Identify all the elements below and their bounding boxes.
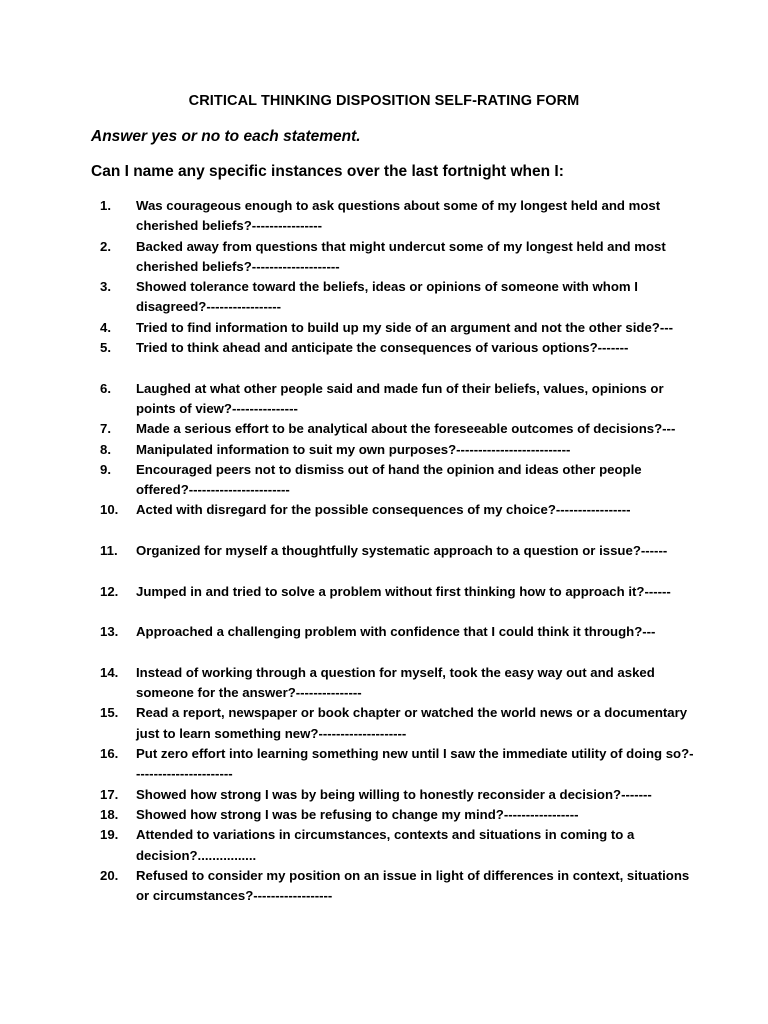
statement-text: Acted with disregard for the possible consequences of my choice?----------------- — [136, 502, 631, 518]
statement-text: Manipulated information to suit my own purposes?-------------------------- — [136, 441, 571, 457]
statement-number: 13. — [100, 624, 119, 640]
statement-text: Showed tolerance toward the beliefs, ideas or opinions of someone with whom I disagreed?----------------- — [136, 279, 638, 315]
statement-text: Read a report, newspaper or book chapter or watched the world news or a documentary just to learn something new?-------------------- — [136, 705, 688, 741]
statement-text: Attended to variations in circumstances, contexts and situations in coming to a decision?................ — [136, 827, 635, 863]
statement-item — [0, 744, 768, 785]
statement-number: 16. — [100, 746, 119, 762]
statement-text: Made a serious effort to be analytical about the foreseeable outcomes of decisions?--- — [136, 421, 676, 437]
statement-list — [0, 196, 768, 906]
statement-text: Tried to think ahead and anticipate the consequences of various options?------- — [136, 340, 629, 356]
statement-item — [0, 277, 768, 318]
statement-item — [0, 460, 768, 501]
statement-number: 15. — [100, 705, 119, 721]
statement-number: 10. — [100, 502, 119, 518]
statement-number: 17. — [100, 786, 119, 802]
instruction-text: Answer yes or no to each statement. — [91, 128, 361, 145]
statement-text: Organized for myself a thoughtfully systematic approach to a question or issue?------ — [136, 543, 668, 559]
statement-item — [0, 237, 768, 278]
prompt-text: Can I name any specific instances over the last fortnight when I: — [91, 163, 564, 180]
statement-number: 14. — [100, 664, 119, 680]
statement-text: Tried to find information to build up my side of an argument and not the other side?--- — [136, 319, 674, 335]
statement-text: Jumped in and tried to solve a problem without first thinking how to approach it?------ — [136, 583, 671, 599]
statement-text: Encouraged peers not to dismiss out of hand the opinion and ideas other people offered?----------------------- — [136, 461, 642, 498]
statement-number: 18. — [100, 806, 119, 822]
statement-item — [0, 825, 768, 866]
statement-number: 19. — [100, 827, 119, 843]
statement-number: 20. — [100, 867, 119, 883]
statement-item — [0, 541, 768, 561]
statement-item — [0, 419, 768, 439]
statement-item — [0, 703, 768, 744]
statement-text: Put zero effort into learning something new until I saw the immediate utility of doing so?----------------------- — [136, 746, 694, 782]
statement-text: Refused to consider my position on an issue in light of differences in context, situations or circumstances?------------------ — [136, 867, 690, 904]
statement-number: 4. — [100, 319, 111, 335]
document-title: CRITICAL THINKING DISPOSITION SELF-RATING FORM — [188, 93, 580, 109]
statement-text: Was courageous enough to ask questions about some of my longest held and most cherished beliefs?---------------- — [136, 198, 661, 234]
statement-item — [0, 338, 768, 358]
statement-number: 6. — [100, 380, 111, 396]
statement-item — [0, 663, 768, 704]
statement-number: 7. — [100, 421, 111, 437]
statement-text: Instead of working through a question for myself, took the easy way out and asked someone for the answer?--------------- — [136, 664, 655, 701]
statement-text: Laughed at what other people said and made fun of their beliefs, values, opinions or points of view?--------------- — [136, 380, 664, 416]
statement-number: 11. — [100, 543, 118, 559]
statement-item — [0, 866, 768, 907]
statement-item — [0, 582, 768, 602]
statement-item — [0, 440, 768, 460]
statement-text: Approached a challenging problem with confidence that I could think it through?--- — [136, 624, 656, 640]
statement-text: Backed away from questions that might undercut some of my longest held and most cherished beliefs?-------------------- — [136, 238, 666, 274]
statement-number: 9. — [100, 461, 111, 477]
statement-item — [0, 785, 768, 805]
statement-item — [0, 500, 768, 520]
statement-text: Showed how strong I was by being willing to honestly reconsider a decision?------- — [136, 786, 652, 802]
statement-item — [0, 622, 768, 642]
statement-number: 2. — [100, 238, 111, 254]
statement-number: 12. — [100, 583, 119, 599]
statement-number: 8. — [100, 441, 111, 457]
statement-number: 3. — [100, 279, 111, 295]
statement-item — [0, 196, 768, 237]
statement-number: 1. — [100, 198, 111, 213]
statement-item — [0, 379, 768, 420]
statement-number: 5. — [100, 340, 111, 356]
statement-item — [0, 318, 768, 338]
statement-item — [0, 805, 768, 825]
statement-text: Showed how strong I was be refusing to change my mind?----------------- — [136, 806, 579, 822]
